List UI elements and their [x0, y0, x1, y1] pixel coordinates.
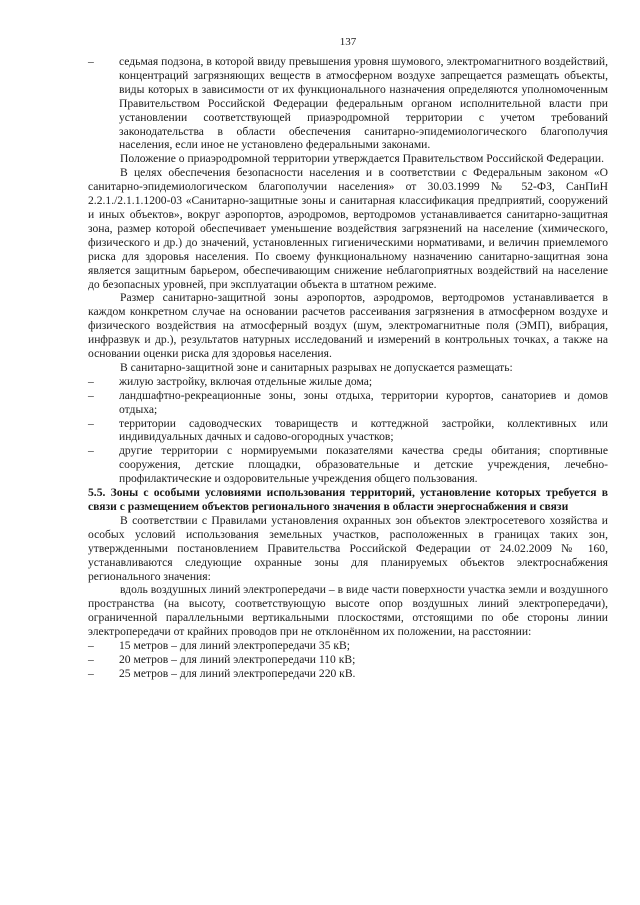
list-dash: – — [88, 666, 94, 680]
paragraph: Положение о приаэродромной территории утверждается Правительством Российской Федерации. — [120, 152, 604, 166]
list-dash: – — [88, 652, 94, 666]
list-item-text: 25 метров – для линий электропередачи 220 кВ. — [119, 666, 356, 680]
document-page — [88, 36, 608, 681]
list-item — [88, 55, 608, 152]
paragraph: Размер санитарно-защитной зоны аэропортов, аэродромов, вертодромов устанавливается в каждом конкретном случае на основании расчетов рассеивания загрязнения в атмосферном воздухе и физического воздействия на атмосферный воздух (шум, электромагнитные поля (ЭМП), вибрация, инфразвук и др.), результатов натурных исследований и измерений в контрольных точках, а также на основании оценки риска для здоровья населения. — [88, 291, 608, 361]
list-dash: – — [88, 444, 94, 458]
section-heading: 5.5. Зоны с особыми условиями использования территорий, установление которых требуется в связи с размещением объектов регионального значения в области энергоснабжения и связи — [88, 486, 608, 513]
list-dash: – — [88, 388, 94, 402]
list-item — [88, 389, 608, 417]
list-item-text: 15 метров – для линий электропередачи 35 кВ; — [119, 639, 350, 653]
paragraph: вдоль воздушных линий электропередачи – в виде части поверхности участка земли и воздушного пространства (на высоту, соответствующую высоте опор воздушных линий электропередачи), ограниченной параллельными вертикальными плоскостями, отстоящими по обе стороны линии электропередачи от крайних проводов при не отклонённом их положении, на расстоянии: — [88, 583, 608, 639]
list-item — [88, 667, 608, 681]
paragraph: В целях обеспечения безопасности населения и в соответствии с Федеральным законом «О санитарно-эпидемиологическом благополучии населения» от 30.03.1999 № 52-ФЗ, СанПиН 2.2.1./2.1.1.1200-03 «Санитарно-защитные зоны и санитарная классификация предприятий, сооружений и иных объектов», вокруг аэропортов, аэродромов, вертодромов устанавливается санитарно-защитная зона, размер которой обеспечивает уменьшение воздействия загрязнений на население (химического, физического и др.) до значений, установленных гигиеническими нормативами, и величин приемлемого риска для здоровья населения. По своему функциональному назначению санитарно-защитная зона является защитным барьером, обеспечивающим снижение неблагоприятных воздействий на население до безопасных уровней, при эксплуатации объекта в штатном режиме. — [88, 166, 608, 291]
list-item — [88, 639, 608, 653]
list-item-text: седьмая подзона, в которой ввиду превышения уровня шумового, электромагнитного воздействий, концентраций загрязняющих веществ в атмосферном воздухе запрещается размещать объекты, виды которых в зависимости от их функционального назначения определяются уполномоченным Правительством Российской Федерации федеральным органом исполнительной власти при установлении соответствующей приаэродромной территории с учетом требований законодательства в области обеспечения санитарно-эпидемиологического благополучия населения, если иное не установлено федеральными законами. — [119, 55, 608, 152]
document-body — [88, 55, 608, 681]
list-item-text: жилую застройку, включая отдельные жилые дома; — [119, 374, 373, 388]
page-number: 137 — [339, 36, 357, 48]
list-item-text: территории садоводческих товариществ и коттеджной застройки, коллективных или индивидуальных дачных и садово-огородных участков; — [119, 416, 608, 444]
list-item — [88, 653, 608, 667]
list-dash: – — [88, 639, 94, 653]
list-item-text: 20 метров – для линий электропередачи 110 кВ; — [119, 652, 356, 666]
paragraph: В соответствии с Правилами установления охранных зон объектов электросетевого хозяйства и особых условий использования земельных участков, расположенных в границах таких зон, утвержденными постановлением Правительства Российской Федерации от 24.02.2009 № 160, устанавливаются следующие охранные зоны для планируемых объектов электроснабжения регионального значения: — [88, 513, 608, 583]
list-item — [88, 444, 608, 486]
list-dash: – — [88, 374, 94, 388]
list-item — [88, 417, 608, 445]
paragraph: В санитарно-защитной зоне и санитарных разрывах не допускается размещать: — [120, 360, 513, 374]
list-item — [88, 375, 608, 389]
list-dash: – — [88, 416, 94, 430]
list-item-text: ландшафтно-рекреационные зоны, зоны отдыха, территории курортов, санаториев и домов отдыха; — [119, 388, 608, 416]
list-dash: – — [88, 55, 94, 68]
list-item-text: другие территории с нормируемыми показателями качества среды обитания; спортивные сооружения, детские площадки, образовательные и детские учреждения, лечебно-профилактические и оздоровительные учреждения общего пользования. — [119, 444, 608, 486]
